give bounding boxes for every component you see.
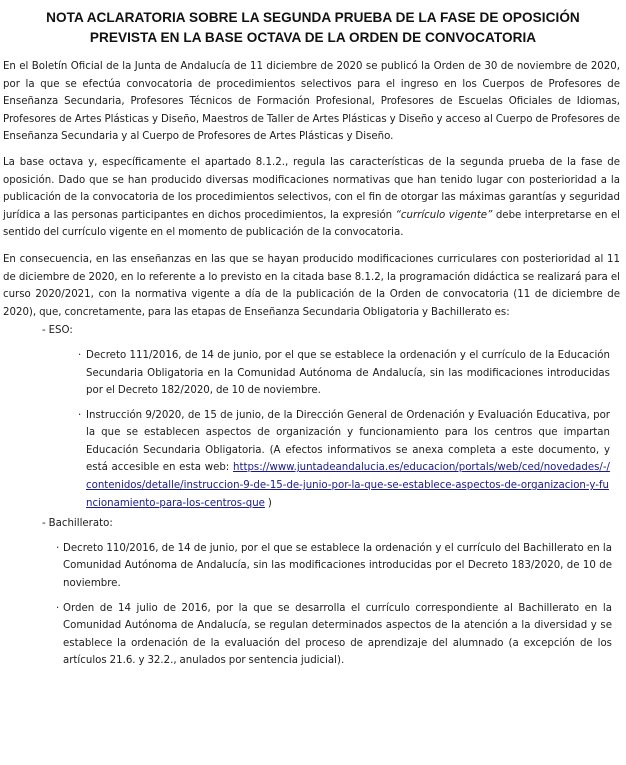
instruccion-link[interactable]: https://www.juntadeandalucia.es/educacion/portals/web/ced/novedades/-/contenidos/detalle/instruccion-9-de-15-de-junio-por-la-que-se-establece-aspectos-de-organizacion-y-funcionamiento-para-los-centros-que [86, 462, 610, 509]
bach-item-text: Decreto 110/2016, de 14 de junio, por el que se establece la ordenación y el currículo del Bachillerato en la Comunidad Autónoma de Andalucía, sin las modificaciones introducidas por el Decreto 183/2020, de 10 de noviembre. [63, 542, 612, 590]
bachillerato-heading: - Bachillerato: [42, 518, 113, 530]
bullet-icon: · [56, 602, 60, 614]
bach-item-orden-14-julio [56, 600, 612, 670]
document-title [6, 8, 620, 48]
paragraph-2-text: La base octava y, específicamente el apartado 8.1.2., regula las características de la segunda prueba de la fase de oposición. Dado que se han producido diversas modificaciones normativas que han tenido lugar con posterioridad a la publicación de la convocatoria de los procedimientos selectivos, con el fin de otorgar las máximas garantías y seguridad jurídica a las personas participantes en dichos procedimientos, la expresión [3, 156, 620, 221]
bach-item-text: Orden de 14 julio de 2016, por la que se desarrolla el currículo correspondiente al Bachillerato en la Comunidad Autónoma de Andalucía, se regulan determinados aspectos de la atención a la diversidad y se establece la ordenación de la evaluación del proceso de aprendizaje del alumnado (a excepción de los artículos 21.6. y 32.2., anulados por sentencia judicial). [63, 602, 612, 667]
eso-item-text [86, 407, 610, 513]
eso-item-decreto-111 [78, 347, 610, 400]
title-line-1: NOTA ACLARATORIA SOBRE LA SEGUNDA PRUEBA DE LA FASE DE OPOSICIÓN [46, 10, 580, 25]
link-close-paren: ) [264, 497, 272, 509]
eso-item-text: Decreto 111/2016, de 14 de junio, por el que se establece la ordenación y el currículo de la Educación Secundaria Obligatoria en la Comunidad Autónoma de Andalucía, sin las modificaciones introducidas por el Decreto 182/2020, de 10 de noviembre. [86, 349, 610, 397]
bullet-icon: · [78, 409, 82, 421]
eso-heading: - ESO: [42, 325, 73, 337]
bullet-icon: · [56, 542, 60, 554]
bullet-icon: · [78, 349, 82, 361]
paragraph-2 [3, 154, 620, 242]
bach-item-decreto-110 [56, 540, 612, 593]
paragraph-1: En el Boletín Oficial de la Junta de Andalucía de 11 diciembre de 2020 se publicó la Orden de 30 de noviembre de 2020, por la que se efectúa convocatoria de procedimientos selectivos para el ingreso en los Cuerpos de Profesores de Enseñanza Secundaria, Profesores Técnicos de Formación Profesional, Profesores de Escuelas Oficiales de Idiomas, Profesores de Artes Plásticas y Diseño, Maestros de Taller de Artes Plásticas y Diseño y acceso al Cuerpo de Profesores de Enseñanza Secundaria y al Cuerpo de Profesores de Artes Plásticas y Diseño. [3, 61, 620, 143]
paragraph-3: En consecuencia, en las enseñanzas en las que se hayan producido modificaciones curriculares con posterioridad al 11 de diciembre de 2020, en lo referente a lo previsto en la citada base 8.1.2, la programación didáctica se realizará para el curso 2020/2021, con la normativa vigente a día de la publicación de la Orden de convocatoria (11 de diciembre de 2020), que, concretamente, para las etapas de Enseñanza Secundaria Obligatoria y Bachillerato es: [3, 253, 620, 318]
title-line-2: PREVISTA EN LA BASE OCTAVA DE LA ORDEN DE CONVOCATORIA [89, 30, 537, 45]
instruccion-text: Instrucción 9/2020, de 15 de junio, de la Dirección General de Ordenación y Evaluación Educativa, por la que se establecen aspectos de organización y funcionamiento para los centros que impartan Educación Secundaria Obligatoria. (A efectos informativos se anexa completa a este documento, y está accesible en esta web: [86, 409, 610, 474]
eso-item-instruccion-9 [78, 407, 610, 513]
curriculo-vigente-quote: “currículo vigente” [395, 209, 493, 221]
paragraph-2-text-end: debe interpretarse en el sentido del currículo vigente en el momento de publicación de la convocatoria. [3, 209, 620, 239]
